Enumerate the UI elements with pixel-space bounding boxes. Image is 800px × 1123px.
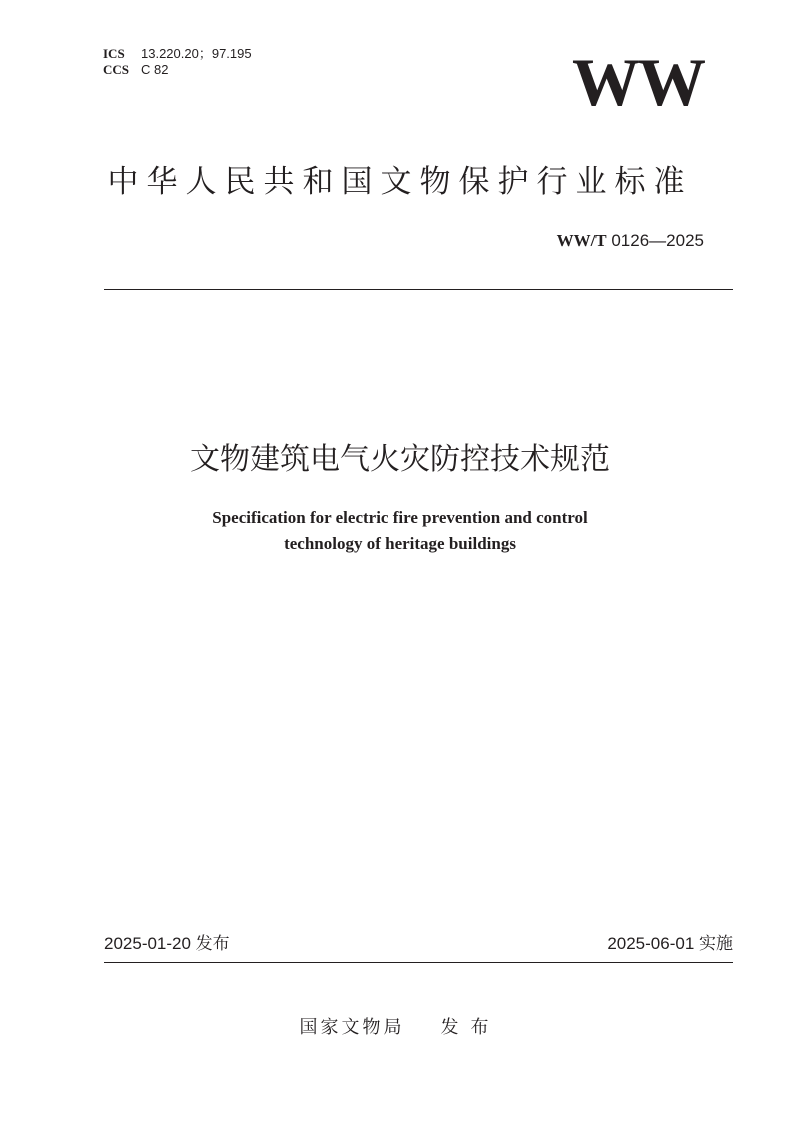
document-title-cn: 文物建筑电气火灾防控技术规范 <box>190 442 610 477</box>
ccs-label: CCS <box>103 62 130 77</box>
ccs-value: C 82 <box>141 62 169 77</box>
bottom-divider <box>104 962 733 963</box>
ics-value: 13.220.20；97.195 <box>141 46 252 61</box>
ww-logo: WW <box>572 44 704 120</box>
standard-number <box>557 230 704 252</box>
top-divider <box>104 289 733 290</box>
standard-category-title: 中华人民共和国文物保护行业标准 <box>107 164 693 200</box>
standard-number-prefix: WW/T <box>556 231 607 250</box>
title-en-line-1: Specification for electric fire prevention and control <box>212 508 588 527</box>
title-en-line-2: technology of heritage buildings <box>284 534 516 553</box>
ics-label: ICS <box>103 46 125 61</box>
issue-date: 2025-01-20 发布 <box>104 934 230 953</box>
classification-codes <box>103 46 252 78</box>
ccs-row <box>103 62 252 78</box>
document-title-en <box>0 505 800 557</box>
publisher <box>0 1015 800 1041</box>
ics-row <box>103 46 252 62</box>
standard-number-code: 0126—2025 <box>606 231 704 250</box>
publisher-name: 国家文物局 <box>299 1017 405 1038</box>
implementation-date: 2025-06-01 实施 <box>607 934 733 953</box>
publisher-action: 发布 <box>440 1017 501 1038</box>
